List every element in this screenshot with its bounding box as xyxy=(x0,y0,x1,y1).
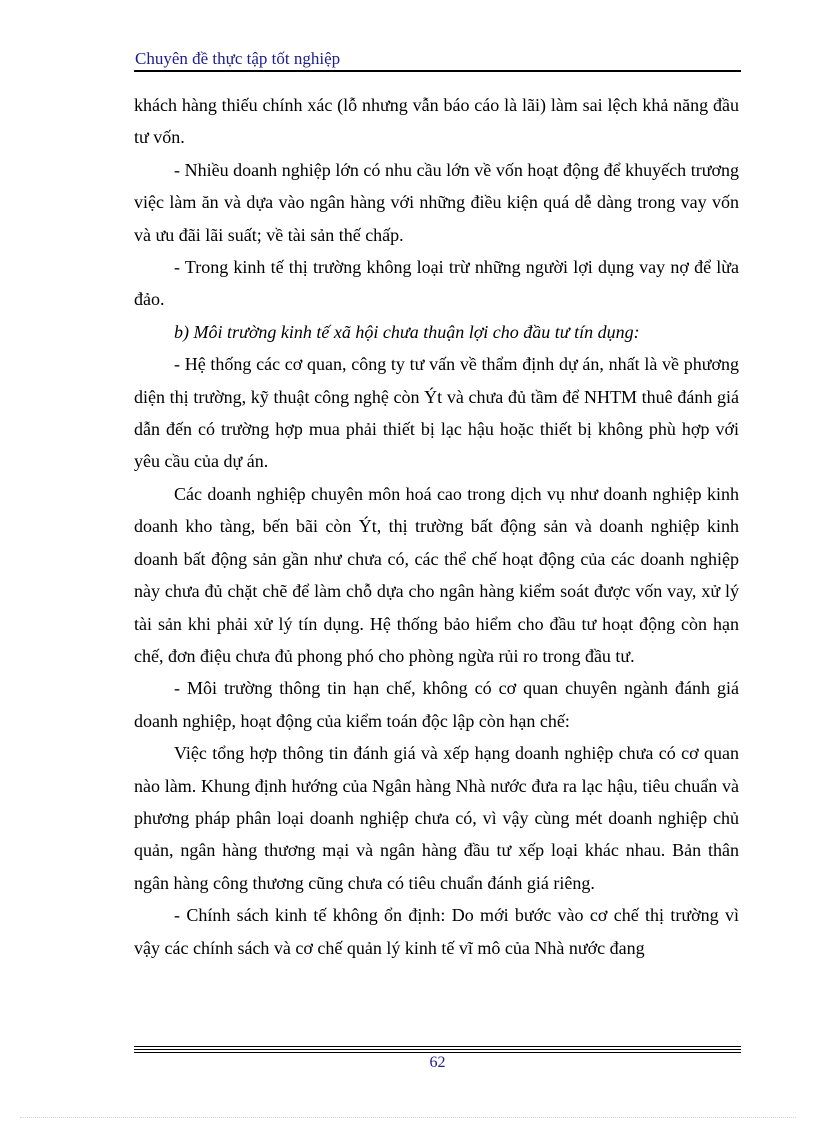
paragraph-2: - Nhiều doanh nghiệp lớn có nhu cầu lớn về vốn hoạt động để khuyếch trương việc làm ăn và dựa vào ngân hàng với những điều kiện quá dễ dàng trong vay vốn và ưu đãi lãi suất; về tài sản thế chấp. xyxy=(134,159,739,245)
paragraph-4: - Hệ thống các cơ quan, công ty tư vấn về thẩm định dự án, nhất là về phương diện thị trường, kỹ thuật công nghệ còn Ýt và chưa đủ tầm để NHTM thuê đánh giá dẫn đến có trường hợp mua phải thiết bị lạc hậu hoặc thiết bị không phù hợp với yêu cầu của dự án. xyxy=(134,354,739,472)
paragraph-5: Các doanh nghiệp chuyên môn hoá cao trong dịch vụ như doanh nghiệp kinh doanh kho tàng, bến bãi còn Ýt, thị trường bất động sản và doanh nghiệp kinh doanh bất động sản gần như chưa có, các thể chế hoạt động của các doanh nghiệp này chưa đủ chặt chẽ để làm chỗ dựa cho ngân hàng kiểm soát được vốn vay, xử lý tài sản khi phải xử lý tín dụng. Hệ thống bảo hiểm cho đầu tư hoạt động còn hạn chế, đơn điệu chưa đủ phong phó cho phòng ngừa rủi ro trong đầu tư. xyxy=(134,483,739,666)
paragraph-1: khách hàng thiếu chính xác (lỗ nhưng vẫn báo cáo là lãi) làm sai lệch khả năng đầu tư vốn. xyxy=(134,95,739,148)
footer-rule-top xyxy=(134,1046,741,1047)
page-number: 62 xyxy=(429,1054,446,1071)
footer-rule-middle xyxy=(134,1049,741,1050)
paragraph-3: - Trong kinh tế thị trường không loại trừ những người lợi dụng vay nợ để lừa đảo. xyxy=(134,257,739,310)
document-body xyxy=(134,89,739,964)
paragraph-8: - Chính sách kinh tế không ổn định: Do mới bước vào cơ chế thị trường vì vậy các chính sách và cơ chế quản lý kinh tế vĩ mô của Nhà nước đang xyxy=(134,905,739,958)
header-title: Chuyên đề thực tập tốt nghiệp xyxy=(135,49,341,68)
page-header xyxy=(134,48,741,72)
section-heading-b: b) Môi trường kinh tế xã hội chưa thuận lợi cho đầu tư tín dụng: xyxy=(174,321,640,342)
paragraph-6: - Môi trường thông tin hạn chế, không có cơ quan chuyên ngành đánh giá doanh nghiệp, hoạt động của kiểm toán độc lập còn hạn chế: xyxy=(134,678,739,731)
footer-rule-bottom xyxy=(134,1052,741,1053)
paragraph-7: Việc tổng hợp thông tin đánh giá và xếp hạng doanh nghiệp chưa có cơ quan nào làm. Khung định hướng của Ngân hàng Nhà nước đưa ra lạc hậu, tiêu chuẩn và phương pháp phân loại doanh nghiệp chưa có, vì vậy cùng mét doanh nghiệp chủ quản, ngân hàng thương mại và ngân hàng đầu tư xếp loại khác nhau. Bản thân ngân hàng công thương cũng chưa có tiêu chuẩn đánh giá riêng. xyxy=(134,743,739,893)
page-edge-divider xyxy=(20,1117,796,1118)
